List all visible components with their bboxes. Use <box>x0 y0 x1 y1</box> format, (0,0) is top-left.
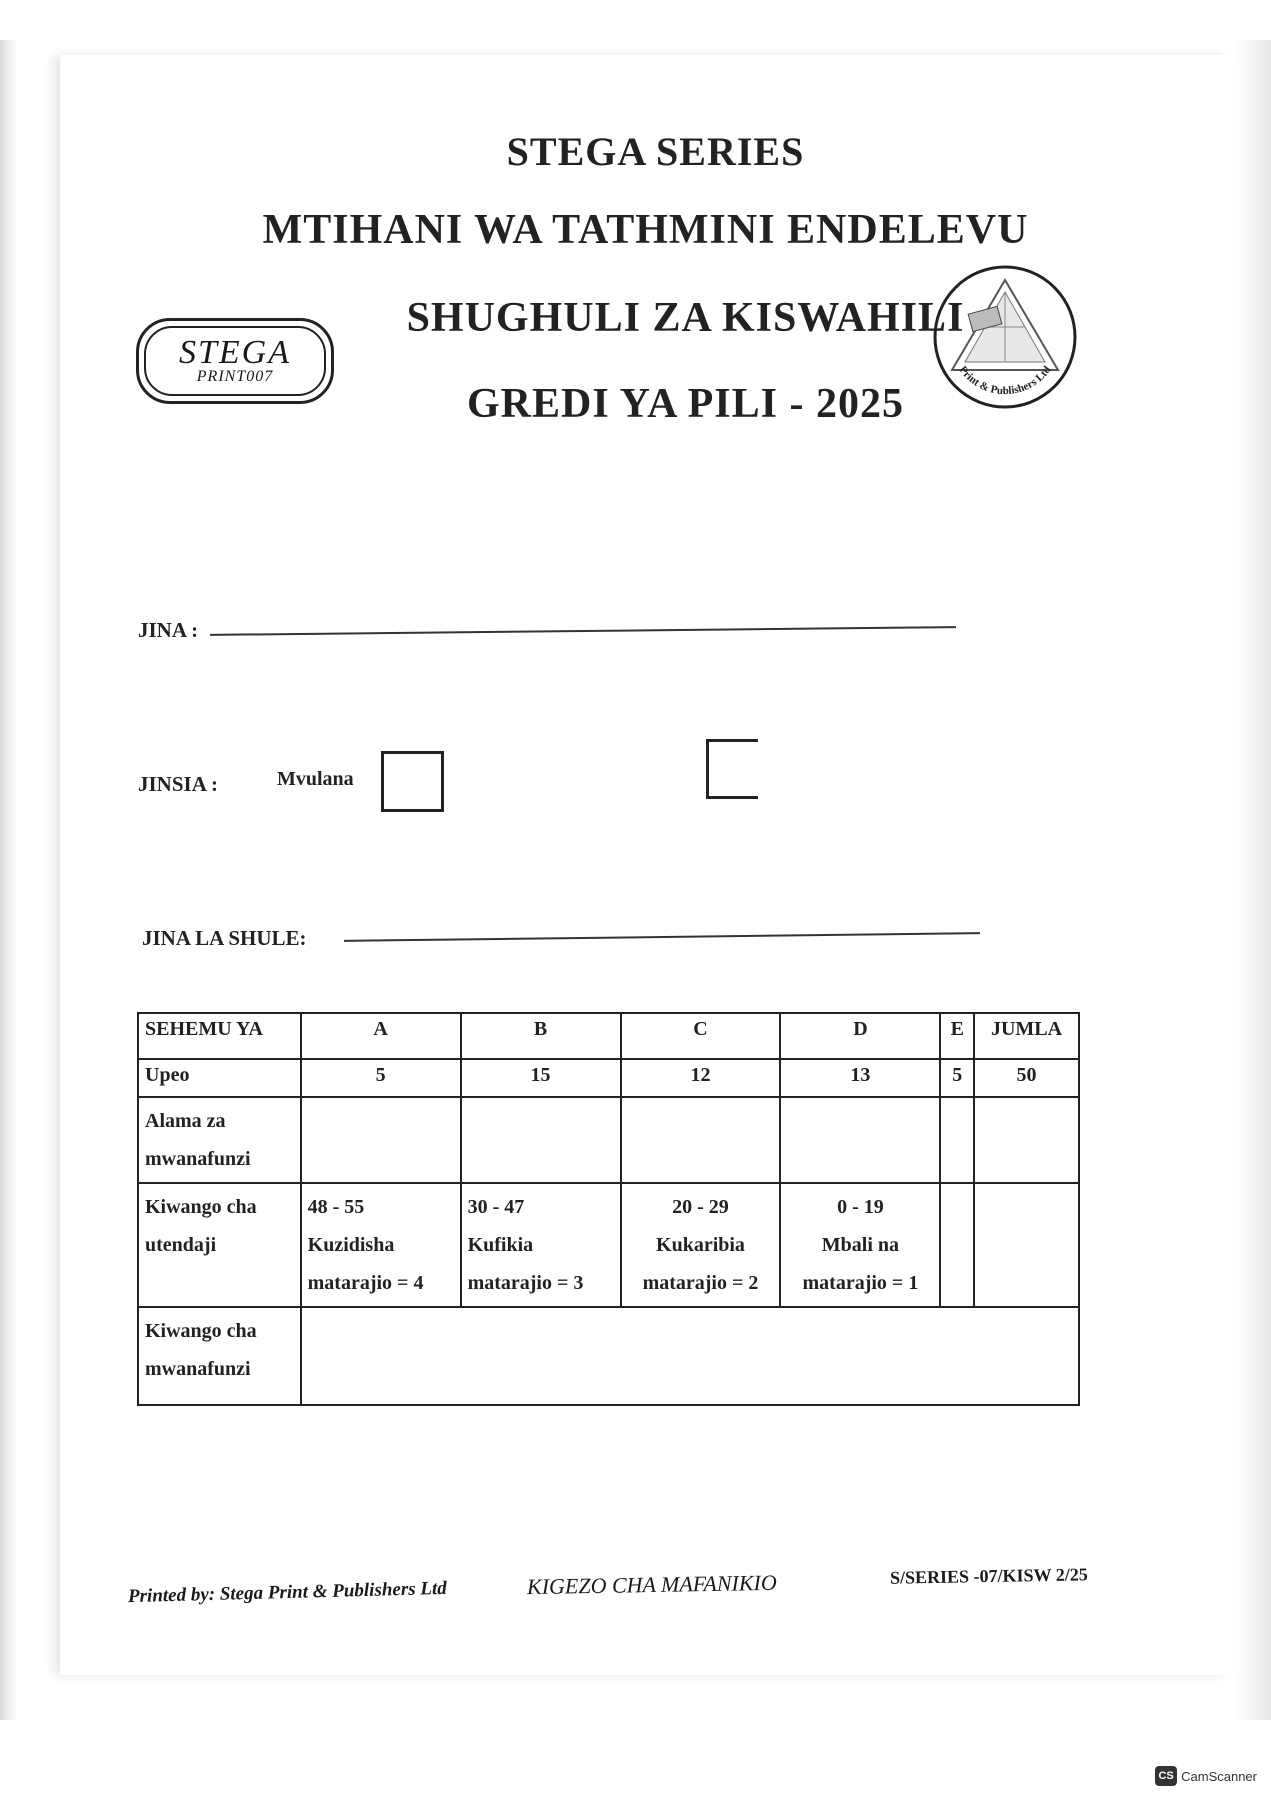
watermark-text: CamScanner <box>1181 1768 1257 1784</box>
svg-text:Print & Publishers Ltd <box>957 364 1054 397</box>
subject-title: SHUGHULI ZA KISWAHILI <box>406 295 965 341</box>
table-cell: Upeo <box>138 1059 301 1097</box>
score-entry-cell[interactable] <box>621 1097 781 1183</box>
table-header-cell: D <box>780 1013 940 1059</box>
level-desc: Kuzidisha <box>307 1234 395 1256</box>
stega-print-logo <box>136 318 334 404</box>
level-range: 48 - 55 <box>307 1196 365 1218</box>
camscanner-icon: CS <box>1155 1766 1177 1786</box>
score-entry-cell[interactable] <box>780 1097 940 1183</box>
score-entry-cell[interactable] <box>974 1097 1079 1183</box>
table-cell: 5 <box>301 1059 461 1097</box>
level-cell <box>780 1183 940 1307</box>
score-entry-cell[interactable] <box>940 1097 974 1183</box>
boy-checkbox[interactable] <box>381 751 444 812</box>
scores-table <box>137 1012 1080 1406</box>
label-line: Kiwango cha <box>145 1196 257 1218</box>
exam-title: MTIHANI WA TATHMINI ENDELEVU <box>262 207 1029 253</box>
level-desc: Kufikia <box>467 1234 534 1256</box>
level-score: matarajio = 1 <box>802 1272 919 1294</box>
table-row-student-level <box>138 1307 1079 1405</box>
table-row-label <box>138 1183 301 1307</box>
printer-credit: Printed by: Stega Print & Publishers Ltd <box>127 1577 448 1608</box>
level-desc: Mbali na <box>821 1234 900 1256</box>
table-header-cell: C <box>621 1013 781 1059</box>
gender-label: JINSIA : <box>138 772 218 796</box>
level-score: matarajio = 4 <box>307 1272 424 1294</box>
school-name-label: JINA LA SHULE: <box>142 926 307 950</box>
table-header-cell: JUMLA <box>974 1013 1079 1059</box>
publisher-seal-logo <box>930 262 1080 412</box>
level-range: 20 - 29 <box>672 1196 729 1218</box>
level-desc: Kukaribia <box>656 1234 745 1256</box>
student-level-entry-cell[interactable] <box>301 1307 1079 1405</box>
table-header-cell: E <box>940 1013 974 1059</box>
table-cell: 15 <box>461 1059 621 1097</box>
girl-checkbox[interactable] <box>706 739 758 799</box>
table-cell: 50 <box>974 1059 1079 1097</box>
score-entry-cell[interactable] <box>301 1097 461 1183</box>
logo-brand-text: STEGA <box>179 334 291 371</box>
table-cell: 12 <box>621 1059 781 1097</box>
level-range: 30 - 47 <box>467 1196 525 1218</box>
label-line: utendaji <box>145 1234 217 1256</box>
level-range: 0 - 19 <box>837 1196 884 1218</box>
grade-title: GREDI YA PILI - 2025 <box>467 381 904 427</box>
table-row-upeo <box>138 1059 1079 1097</box>
level-cell <box>301 1183 461 1307</box>
series-title: STEGA SERIES <box>506 129 805 174</box>
seal-text: Print & Publishers Ltd <box>956 363 1054 398</box>
level-cell <box>621 1183 781 1307</box>
footer-title: KIGEZO CHA MAFANIKIO <box>526 1569 777 1600</box>
table-row-kiwango <box>138 1183 1079 1307</box>
table-header-cell: B <box>461 1013 621 1059</box>
label-line: mwanafunzi <box>145 1358 251 1380</box>
camscanner-watermark <box>1155 1766 1257 1786</box>
table-row-alama <box>138 1097 1079 1183</box>
label-line: Kiwango cha <box>145 1320 257 1342</box>
label-line: mwanafunzi <box>145 1148 251 1170</box>
score-entry-cell[interactable] <box>461 1097 621 1183</box>
label-line: Alama za <box>145 1110 226 1132</box>
level-score: matarajio = 2 <box>642 1272 759 1294</box>
table-header-cell: SEHEMU YA <box>138 1013 301 1059</box>
name-label: JINA : <box>138 618 199 642</box>
table-cell: 5 <box>940 1059 974 1097</box>
table-header-cell: A <box>301 1013 461 1059</box>
level-cell <box>461 1183 621 1307</box>
level-score: matarajio = 3 <box>467 1272 584 1294</box>
table-cell: 13 <box>780 1059 940 1097</box>
document-code: S/SERIES -07/KISW 2/25 <box>889 1564 1088 1588</box>
empty-cell <box>974 1183 1079 1307</box>
scan-edge-left <box>0 40 18 1720</box>
table-row-label <box>138 1097 301 1183</box>
boy-label: Mvulana <box>277 768 354 790</box>
table-row-label <box>138 1307 301 1405</box>
table-header-row <box>138 1013 1079 1059</box>
empty-cell <box>940 1183 974 1307</box>
logo-sub-text: PRINT007 <box>196 368 274 385</box>
scan-edge-right <box>1235 40 1271 1720</box>
